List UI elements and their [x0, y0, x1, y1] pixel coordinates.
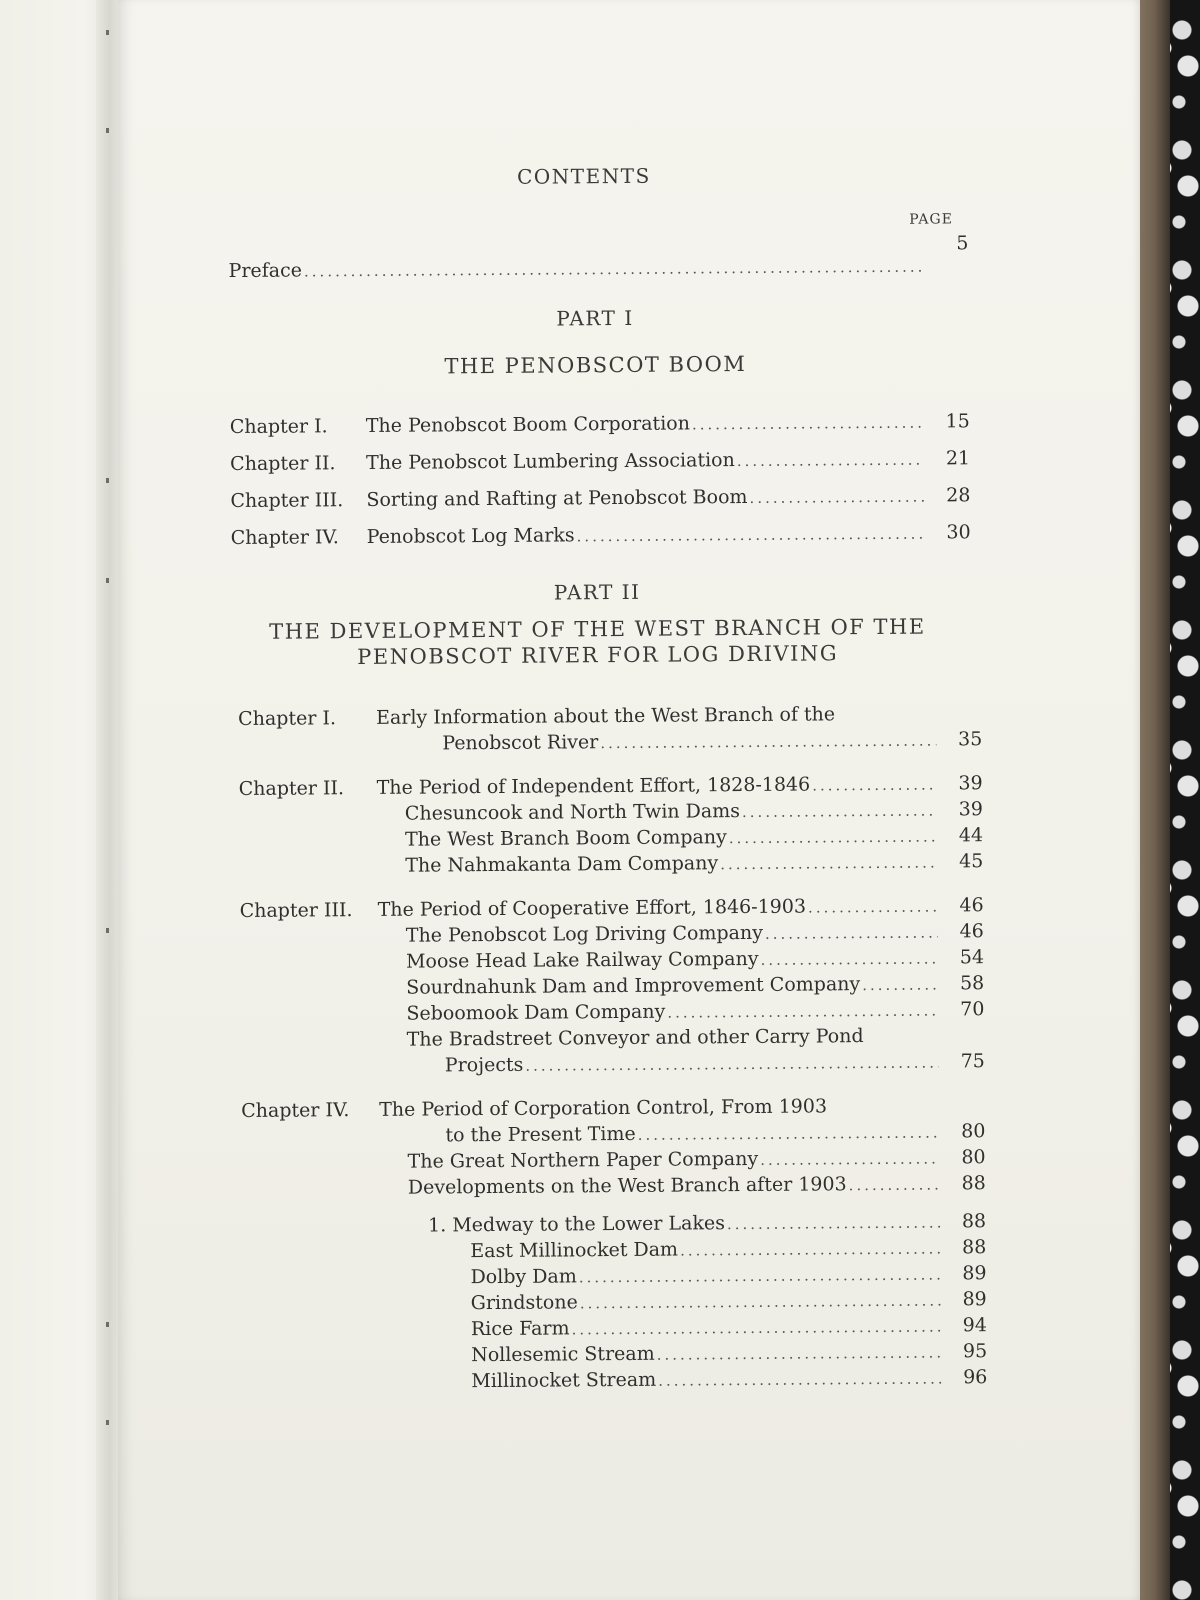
dot-leader: [729, 824, 937, 850]
entry-title-line1: Early Information about the West Branch of the: [376, 703, 836, 729]
entry-title: The Nahmakanta Dam Company: [405, 852, 719, 877]
dot-leader: [580, 1288, 941, 1315]
toc-entry-chapter: [445, 1119, 985, 1148]
toc-entry-section: [406, 971, 984, 1001]
part-one-title: PART I: [556, 305, 634, 331]
entry-page: 89: [962, 1262, 987, 1285]
entry-page: 88: [962, 1236, 987, 1259]
binding-stitch: [106, 30, 109, 35]
dot-leader: [727, 1210, 940, 1236]
page-column-label: PAGE: [909, 211, 953, 228]
entry-title: Preface: [228, 259, 303, 283]
dot-leader: [760, 1146, 940, 1171]
entry-title: Nollesemic Stream: [471, 1342, 655, 1367]
toc-entry-item: [471, 1339, 987, 1368]
part-two-title: PART II: [553, 579, 641, 605]
entry-page: 58: [959, 972, 985, 995]
binding-stitch: [106, 578, 109, 583]
dot-leader: [720, 850, 937, 876]
table-of-contents: [113, 0, 1148, 1600]
entry-title: The Period of Cooperative Effort, 1846-1903: [377, 895, 807, 921]
chapter-label: Chapter I.: [229, 415, 328, 439]
chapter-label: Chapter II.: [238, 777, 345, 800]
entry-title: Chesuncook and North Twin Dams: [404, 800, 741, 825]
chapter-label: Chapter III.: [230, 489, 344, 513]
dot-leader: [658, 1366, 941, 1392]
dot-leader: [737, 448, 924, 473]
entry-page: 45: [959, 850, 984, 873]
toc-entry-chapter: [230, 409, 970, 440]
entry-page: 54: [959, 946, 985, 969]
dot-leader: [304, 255, 923, 284]
toc-entry-section: [408, 1145, 986, 1175]
toc-entry-subsection: [428, 1209, 986, 1238]
entry-page: 39: [958, 798, 983, 821]
entry-title-line1: The Bradstreet Conveyor and other Carry Pond: [406, 1025, 864, 1051]
entry-title: East Millinocket Dam: [470, 1238, 679, 1263]
toc-entry-item: [470, 1235, 986, 1264]
toc-entry-section: [405, 849, 983, 879]
entry-title: Dolby Dam: [470, 1265, 577, 1289]
entry-title-line2: Projects: [444, 1053, 524, 1077]
entry-page: 5: [956, 232, 969, 255]
dot-leader: [571, 1314, 941, 1341]
toc-entry-section: [445, 1049, 985, 1078]
toc-entry-item: [470, 1261, 986, 1290]
entry-title: The Period of Independent Effort, 1828-1846: [376, 773, 811, 799]
entry-page: 44: [958, 824, 984, 847]
dot-leader: [525, 1050, 939, 1077]
dot-leader: [600, 729, 936, 756]
dot-leader: [760, 946, 938, 971]
entry-title: The Penobscot Boom Corporation: [365, 412, 690, 437]
entry-page: 15: [945, 410, 970, 433]
binding-stitch: [106, 478, 109, 483]
dot-leader: [808, 894, 938, 919]
entry-page: 46: [959, 894, 984, 917]
entry-page: 96: [963, 1366, 988, 1389]
toc-entry-chapter: [230, 483, 970, 514]
toc-entry-section: [406, 945, 984, 975]
chapter-label: Chapter III.: [239, 899, 353, 922]
entry-page: 80: [961, 1146, 986, 1169]
chapter-label: Chapter II.: [230, 452, 336, 476]
binding-stitch: [106, 1420, 109, 1425]
contents-title: CONTENTS: [516, 163, 651, 189]
entry-title: Developments on the West Branch after 1903: [407, 1173, 847, 1199]
entry-page: 95: [962, 1340, 988, 1363]
dot-leader: [849, 1172, 940, 1197]
dot-leader: [765, 920, 938, 945]
dot-leader: [692, 411, 924, 437]
dot-leader: [579, 1262, 941, 1289]
binding-stitch: [106, 928, 109, 933]
entry-title: Seboomook Dam Company: [406, 1000, 666, 1025]
entry-page: 28: [946, 484, 971, 507]
toc-entry-chapter: [231, 520, 971, 551]
dot-leader: [638, 1120, 940, 1146]
dot-leader: [577, 522, 925, 549]
entry-page: 94: [962, 1314, 988, 1337]
entry-page: 46: [959, 920, 984, 943]
part-two-subtitle-line1: THE DEVELOPMENT OF THE WEST BRANCH OF THE: [269, 614, 926, 644]
entry-title-line1: The Period of Corporation Control, From 1903: [379, 1095, 828, 1121]
dot-leader: [742, 798, 937, 824]
entry-page: 88: [961, 1210, 987, 1233]
entry-title: Moose Head Lake Railway Company: [405, 947, 759, 973]
toc-entry-chapter: [378, 893, 984, 923]
entry-title: Millinocket Stream: [471, 1368, 657, 1393]
toc-entry-item: [471, 1313, 987, 1342]
entry-page: 35: [958, 728, 983, 751]
entry-title: The West Branch Boom Company: [405, 826, 727, 851]
toc-entry-item: [471, 1287, 987, 1316]
entry-title: Penobscot Log Marks: [366, 524, 575, 548]
entry-page: 30: [946, 521, 971, 544]
binding-stitch: [106, 1322, 109, 1327]
entry-page: 39: [958, 772, 983, 795]
dot-leader: [657, 1340, 942, 1366]
toc-entry-chapter: [377, 771, 983, 801]
toc-entry-section: [405, 823, 983, 853]
entry-page: 89: [962, 1288, 987, 1311]
entry-title-line2: Penobscot River: [442, 731, 599, 755]
entry-title-line2: to the Present Time: [445, 1122, 636, 1147]
binding-stitch: [106, 128, 109, 133]
toc-entry-item: [471, 1365, 987, 1394]
toc-entry-section: [405, 797, 983, 827]
chapter-label: Chapter IV.: [241, 1099, 350, 1122]
entry-page: 21: [945, 447, 971, 470]
toc-entry-chapter: [442, 727, 982, 756]
entry-title: 1. Medway to the Lower Lakes: [428, 1212, 726, 1237]
entry-page: 70: [960, 998, 985, 1021]
entry-page: 88: [961, 1172, 986, 1195]
dot-leader: [749, 485, 924, 510]
contents-page: [118, 0, 1140, 1600]
toc-entry-section: [406, 919, 984, 949]
dot-leader: [862, 972, 938, 997]
entry-title: Sourdnahunk Dam and Improvement Company: [406, 973, 861, 999]
toc-entry-section: [406, 997, 984, 1027]
entry-title: Rice Farm: [470, 1317, 570, 1341]
dot-leader: [812, 773, 937, 798]
part-two-subtitle-line2: PENOBSCOT RIVER FOR LOG DRIVING: [357, 641, 839, 670]
part-one-subtitle: THE PENOBSCOT BOOM: [444, 351, 747, 379]
toc-entry-section: [408, 1171, 986, 1201]
chapter-label: Chapter I.: [238, 707, 337, 730]
entry-page: 80: [961, 1120, 986, 1143]
dot-leader: [667, 998, 938, 1024]
entry-title: Sorting and Rafting at Penobscot Boom: [366, 485, 748, 511]
entry-title: The Penobscot Log Driving Company: [405, 921, 763, 947]
toc-entry-chapter: [230, 446, 970, 477]
toc-entry-preface: [228, 232, 969, 284]
chapter-label: Chapter IV.: [230, 526, 340, 550]
entry-title: Grindstone: [470, 1291, 578, 1315]
entry-page: 75: [960, 1050, 985, 1073]
dot-leader: [680, 1236, 940, 1262]
entry-title: The Great Northern Paper Company: [407, 1147, 759, 1173]
entry-title: The Penobscot Lumbering Association: [366, 449, 735, 474]
